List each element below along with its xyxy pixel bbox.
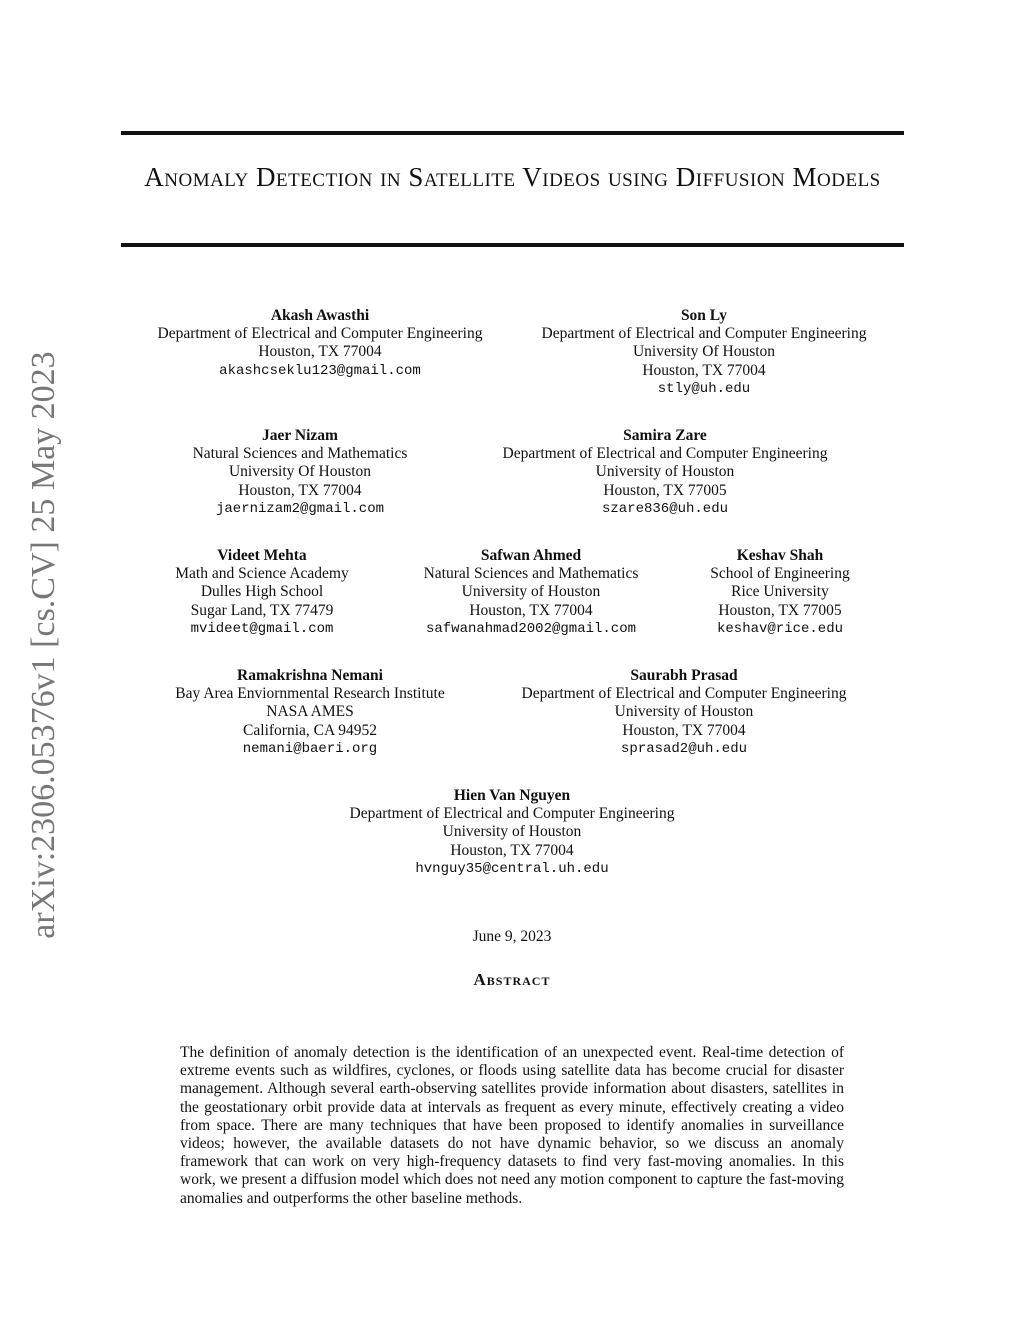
author-affiliation: Department of Electrical and Computer Engineering [521,685,847,703]
author-email[interactable]: szare836@uh.edu [601,500,729,517]
author-email[interactable]: keshav@rice.edu [716,620,844,637]
author-email[interactable]: akashcseklu123@gmail.com [219,362,421,379]
author-address: Houston, TX 77005 [603,481,727,499]
author-name: Saurabh Prasad [630,667,738,684]
author-email[interactable]: mvideet@gmail.com [190,620,334,637]
author-address: Houston, TX 77004 [642,361,766,379]
author-address: California, CA 94952 [243,721,377,739]
author-institution: University of Houston [595,463,735,481]
author-institution: Dulles High School [200,583,324,601]
author-block [120,307,520,380]
author-block [484,667,884,758]
author-affiliation: Math and Science Academy [175,565,349,583]
author-block [680,547,880,638]
author-name: Akash Awasthi [270,307,370,324]
author-institution: University of Houston [614,703,754,721]
author-name: Videet Mehta [217,547,307,564]
author-block [135,667,485,758]
author-block [504,307,904,398]
author-address: Sugar Land, TX 77479 [190,601,334,619]
author-name: Hien Van Nguyen [453,787,571,804]
author-email[interactable]: sprasad2@uh.edu [620,740,748,757]
title-rule-top [121,131,904,135]
author-email[interactable]: safwanahmad2002@gmail.com [425,620,637,637]
author-institution: University Of Houston [632,343,776,361]
author-institution: Rice University [731,583,829,601]
author-address: Houston, TX 77005 [718,601,842,619]
author-block [465,427,865,518]
author-address: Houston, TX 77004 [450,841,574,859]
author-block [395,547,667,638]
author-institution: University of Houston [461,583,601,601]
author-email[interactable]: hvnguy35@central.uh.edu [415,860,609,877]
author-email[interactable]: stly@uh.edu [657,380,751,397]
author-affiliation: Department of Electrical and Computer Engineering [157,325,483,343]
author-email[interactable]: jaernizam2@gmail.com [215,500,385,517]
author-name: Safwan Ahmed [480,547,582,564]
arxiv-identifier: arXiv:2306.05376v1 [cs.CV] 25 May 2023 [25,351,62,939]
author-address: Houston, TX 77004 [622,721,746,739]
author-address: Houston, TX 77004 [238,481,362,499]
author-affiliation: Bay Area Enviornmental Research Institute [175,685,445,703]
author-affiliation: Department of Electrical and Computer Engineering [502,445,828,463]
author-affiliation: Department of Electrical and Computer Engineering [541,325,867,343]
author-affiliation: Natural Sciences and Mathematics [192,445,408,463]
abstract-text: The definition of anomaly detection is the identification of an unexpected event. Real-time detection of extreme events such as wildfires, cyclones, or floods using satellite data has become crucial for disaster management. Although several earth-observing satellites provide information about disasters, satellites in the geostationary orbit provide data at intervals as frequent as every minute, effectively creating a video from space. There are many techniques that have been proposed to identify anomalies in surveillance videos; however, the available datasets do not have dynamic behavior, so we discuss an anomaly framework that can work on very high-frequency datasets to find very fast-moving anomalies. In this work, we present a diffusion model which does not need any motion component to capture the fast-moving anomalies and outperforms the other baseline methods. [180,1044,844,1207]
author-email[interactable]: nemani@baeri.org [242,740,378,757]
author-affiliation: School of Engineering [710,565,850,583]
author-affiliation: Natural Sciences and Mathematics [423,565,639,583]
author-address: Houston, TX 77004 [469,601,593,619]
paper-title: Anomaly Detection in Satellite Videos using Diffusion Models [144,162,881,192]
author-institution: University Of Houston [228,463,372,481]
author-institution: NASA AMES [266,703,354,721]
abstract-heading: Abstract [473,970,551,989]
author-address: Houston, TX 77004 [258,343,382,361]
author-affiliation: Department of Electrical and Computer Engineering [349,805,675,823]
author-institution: University of Houston [442,823,582,841]
author-name: Keshav Shah [736,547,824,564]
paper-date: June 9, 2023 [472,928,552,945]
author-block [150,427,450,518]
author-name: Ramakrishna Nemani [237,667,383,684]
title-rule-bottom [121,243,904,247]
author-name: Samira Zare [623,427,707,444]
author-name: Son Ly [680,307,728,324]
author-block [142,547,382,638]
author-block [312,787,712,878]
author-name: Jaer Nizam [262,427,338,444]
